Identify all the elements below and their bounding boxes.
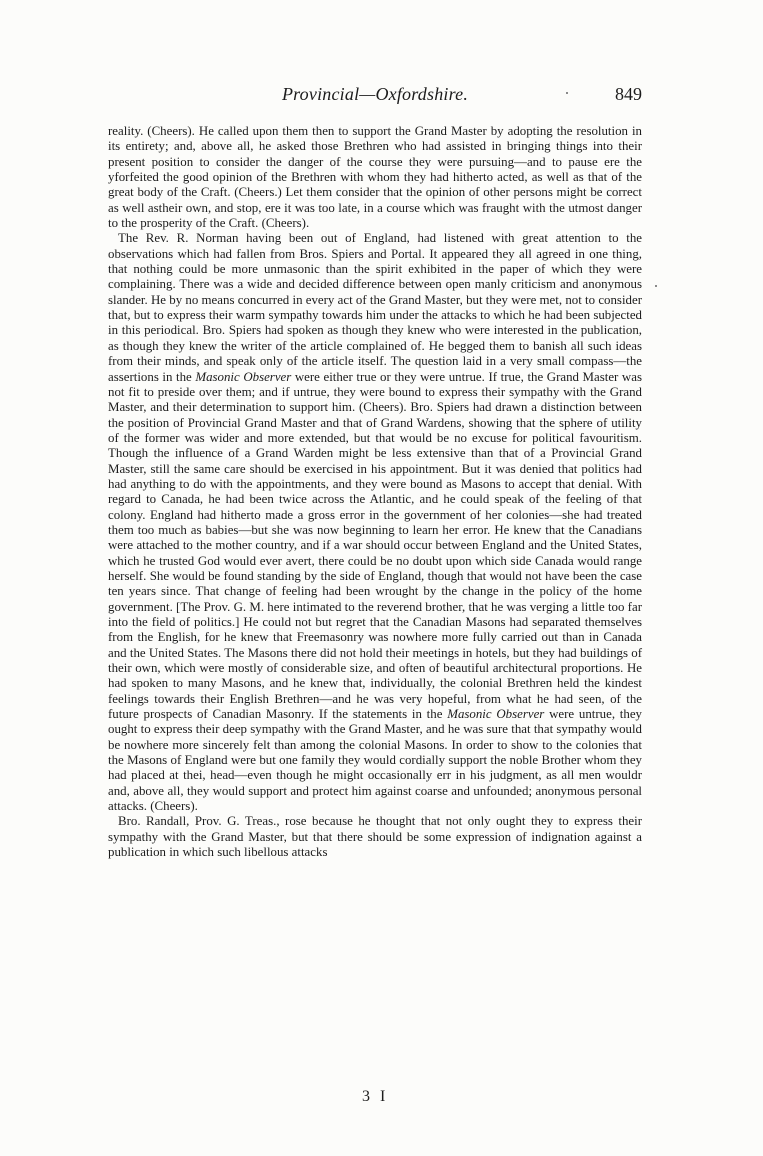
periodical-title: Masonic Observer bbox=[447, 707, 545, 722]
text-run: were either true or they were untrue. If true, the Grand Master was not fit to preside over them; and if untrue, they were bound to express their sympathy with the Grand Master, and their determination to support him. (Cheers). Bro. Spiers had drawn a distinction between the position of Provincial Grand Master and that of Grand Wardens, showing that the sphere of utility of the former was wider and more extended, but that would be no excuse for political favouritism. Though the influence of a Grand Warden might be less extensive than that of a Provincial Grand Master, still the same care should be exercised in his appointment. But it was denied that politics had had anything to do with the appointments, and they were bound as Masons to accept that denial. With regard to Canada, he had been twice across the Atlantic, and he could speak of the feeling of that colony. England had hitherto made a gross error in the government of her colonies—she had treated them too much as babies—but she was now beginning to learn her error. He knew that the Canadians were attached to the mother country, and if a war should occur between England and the United States, which he trusted God would ever avert, there could be no doubt upon which side Canada would range herself. She would be found standing by the side of England, though that would not have been the case ten years since. That change of feeling had been wrought by the change in the policy of the home government. [The Prov. G. M. here intimated to the reverend brother, that he was verging a little too far into the field of politics.] He could not but regret that the Canadian Masons had separated themselves from the English, for he knew that Freemasonry was nowhere more fully carried out than in Canada and the United States. The Masons there did not hold their meetings in hotels, but they had buildings of their own, which were mostly of considerable size, and often of beautiful architectural proportions. He had spoken to many Masons, and he knew that, individually, the colonial Brethren held the kindest feelings towards their English Brethren—and he was very hopeful, from what he had seen, of the future prospects of Canadian Masonry. If the statements in the bbox=[108, 369, 642, 722]
text-run: were untrue, they ought to express their deep sympathy with the Grand Master, and he was sure that that sympathy would be nowhere more sincerely felt than among the colonial Masons. In order to show to the colonies that the Masons of England were but one family they would cordially support the noble Brother whom they had placed at thei, head—even though he might occasionally err in his judgment, as all men wouldr and, above all, they would support and protect him against coarse and unfounded; anonymous personal attacks. (Cheers). bbox=[108, 707, 642, 814]
print-speck bbox=[655, 285, 657, 287]
paragraph bbox=[108, 814, 642, 860]
running-head bbox=[108, 84, 642, 108]
text-run: Bro. Randall, Prov. G. Treas., rose because he thought that not only ought they to express their sympathy with the Grand Master, but that there should be some expression of indignation against a publication in which such libellous attacks bbox=[108, 814, 642, 860]
signature-mark: 3 I bbox=[362, 1088, 389, 1105]
print-speck bbox=[566, 92, 568, 94]
text-run: reality. (Cheers). He called upon them then to support the Grand Master by adopting the resolution in its entirety; and, above all, he asked those Brethren who had assisted in bringing things into their present position to consider the danger of the course they were pursuing—and to pause ere the yforfeited the good opinion of the Brethren with whom they had hitherto acted, as well as that of the great body of the Craft. (Cheers.) Let them consider that the opinion of other persons might be correct as well astheir own, and stop, ere it was too late, in a course which was fraught with the utmost danger to the prosperity of the Craft. (Cheers). bbox=[108, 124, 642, 231]
paragraph bbox=[108, 124, 642, 231]
paragraph bbox=[108, 231, 642, 814]
periodical-title: Masonic Observer bbox=[195, 369, 292, 384]
text-run: The Rev. R. Norman having been out of England, had listened with great attention to the observations which had fallen from Bros. Spiers and Portal. It appeared they all agreed in one thing, that nothing could be more unmasonic than the spirit exhibited in the paper of which they were complaining. There was a wide and decided difference between open manly criticism and anonymous slander. He by no means concurred in every act of the Grand Master, but they were met, not to consider that, but to express their warm sympathy towards him under the attacks to which he had been subjected in this periodical. Bro. Spiers had spoken as though they knew who were interested in the publication, as though they knew the writer of the article complained of. He begged them to banish all such ideas from their minds, and speak only of the article itself. The question laid in a very small compass—the assertions in the bbox=[108, 231, 642, 384]
page-number: 849 bbox=[615, 84, 642, 104]
body-text bbox=[108, 124, 642, 861]
running-title: Provincial—Oxfordshire. bbox=[281, 84, 469, 104]
